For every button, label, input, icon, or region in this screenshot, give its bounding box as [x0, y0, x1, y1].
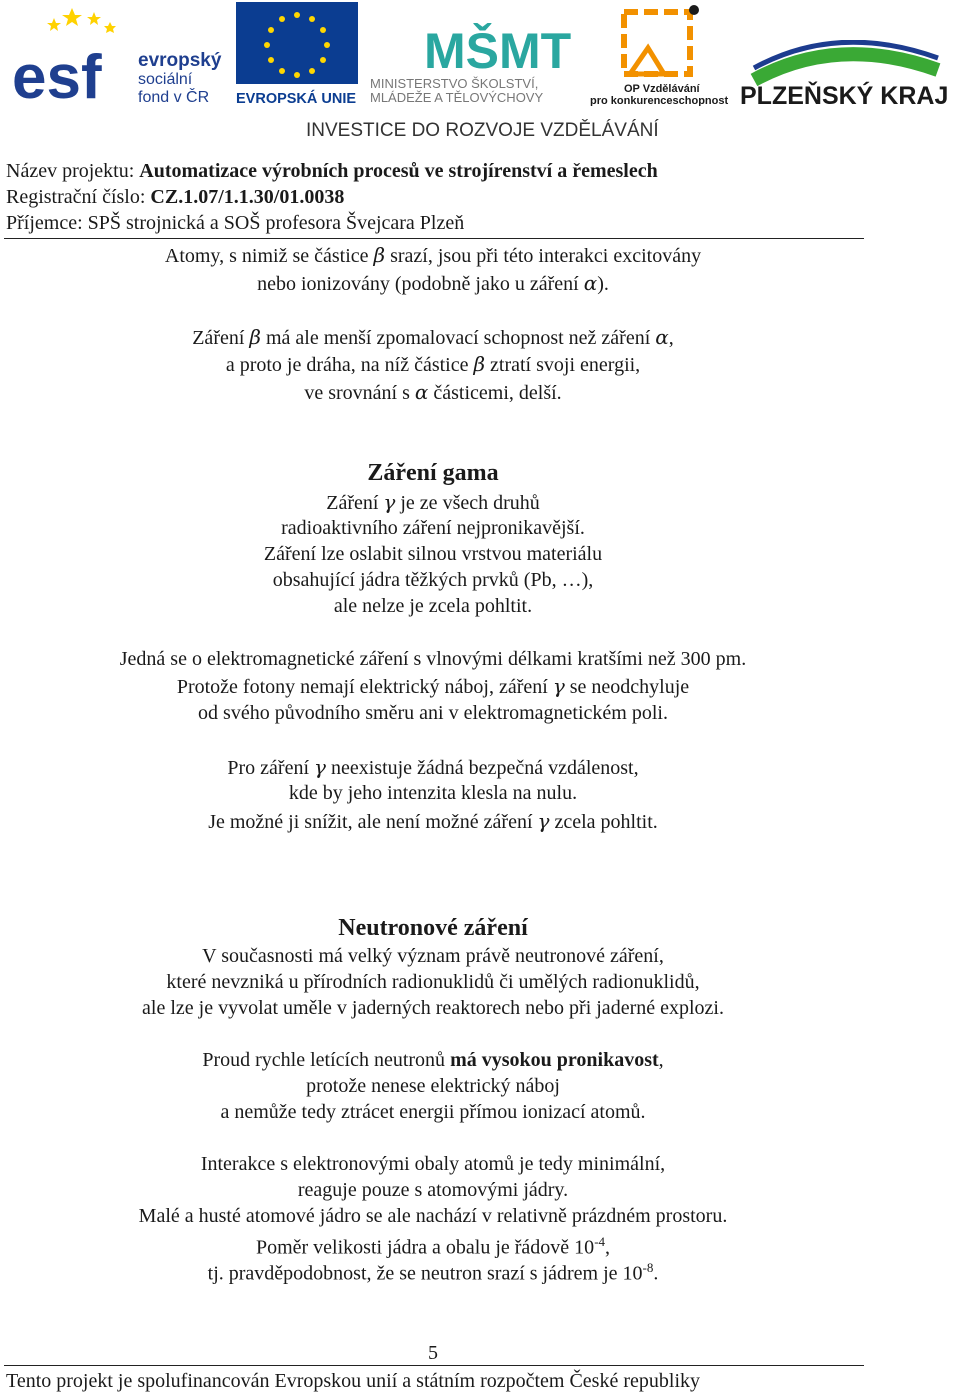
- page-number: 5: [428, 1342, 438, 1364]
- gama-line-4: obsahující jádra těžkých prvků (Pb, …),: [272, 569, 594, 591]
- beta-symbol: β: [373, 243, 386, 267]
- kraj-label: PLZEŇSKÝ KRAJ: [740, 82, 949, 110]
- op-logo: [590, 2, 730, 106]
- svg-text:evropský: evropský: [138, 50, 222, 71]
- registration-number-value: CZ.1.07/1.1.30/01.0038: [150, 186, 345, 208]
- gama-line-8: od svého původního směru ani v elektromagnetickém poli.: [198, 702, 668, 724]
- eu-logo: [236, 2, 360, 106]
- svg-text:MLÁDEŽE A TĚLOVÝCHOVY: MLÁDEŽE A TĚLOVÝCHOVY: [370, 90, 544, 105]
- neutron-line-8: reaguje pouze s atomovými jádry.: [297, 1179, 569, 1201]
- neutron-line-9: Malé a husté atomové jádro se ale nachází v relativně prázdném prostoru.: [138, 1205, 728, 1227]
- recipient: Příjemce: SPŠ strojnická a SOŠ profesora Švejcara Plzeň: [6, 212, 465, 234]
- plzensky-kraj-logo: [738, 40, 952, 112]
- gamma-symbol: γ: [314, 755, 326, 779]
- neutron-heading: Neutronové záření: [338, 915, 528, 941]
- beta-line-4: a proto je dráha, na níž částice β ztratí svoji energii,: [225, 352, 641, 376]
- gamma-symbol: γ: [537, 809, 550, 833]
- project-name-value: Automatizace výrobních procesů ve strojírenství a řemeslech: [139, 160, 658, 182]
- svg-text:sociální: sociální: [138, 71, 193, 88]
- gama-line-1: Záření γ je ze všech druhů: [326, 490, 540, 514]
- gamma-symbol: γ: [383, 490, 396, 514]
- svg-text:fond v ČR: fond v ČR: [138, 89, 210, 106]
- alpha-symbol: α: [583, 271, 598, 295]
- gama-line-6: Jedná se o elektromagnetické záření s vlnovými délkami kratšími než 300 pm.: [119, 648, 747, 670]
- beta-symbol: β: [249, 325, 261, 349]
- gama-line-11: Je možné ji snížit, ale není možné záření γ zcela pohltit.: [208, 809, 658, 833]
- gama-line-2: radioaktivního záření nejpronikavější.: [281, 517, 585, 539]
- beta-line-2: nebo ionizovány (podobně jako u záření α).: [257, 271, 609, 295]
- gama-heading: Záření gama: [367, 460, 499, 486]
- gamma-symbol: γ: [552, 674, 565, 698]
- neutron-line-5: protože nenese elektrický náboj: [306, 1075, 560, 1097]
- slogan: INVESTICE DO ROZVOJE VZDĚLÁVÁNÍ: [306, 120, 659, 141]
- svg-text:OP Vzdělávání: OP Vzdělávání: [624, 83, 700, 95]
- logo-bar: [0, 0, 960, 150]
- neutron-line-10: Poměr velikosti jádra a obalu je řádově $10^{-4}$,: [255, 1234, 611, 1259]
- alpha-symbol: α: [655, 325, 669, 349]
- esf-mark: esf: [12, 43, 102, 106]
- neutron-line-2: které nevzniká u přírodních radionuklidů či umělých radionuklidů,: [166, 971, 700, 993]
- svg-text:MINISTERSTVO ŠKOLSTVÍ,: MINISTERSTVO ŠKOLSTVÍ,: [370, 76, 539, 91]
- beta-line-1: Atomy, s nimiž se částice β srazí, jsou při této interakci excitovány: [164, 243, 702, 267]
- beta-line-3: Záření β má ale menší zpomalovací schopnost než záření α,: [192, 325, 674, 349]
- emphasis-high-penetration: má vysokou pronikavost: [450, 1049, 659, 1071]
- gama-line-7: Protože fotony nemají elektrický náboj, záření γ se neodchyluje: [176, 674, 690, 698]
- neutron-line-4: Proud rychle letících neutronů má vysokou pronikavost,: [202, 1049, 664, 1071]
- gama-line-5: ale nelze je zcela pohltit.: [333, 595, 533, 617]
- beta-symbol: β: [473, 352, 486, 376]
- gama-line-10: kde by jeho intenzita klesla na nulu.: [288, 782, 578, 804]
- footer-text: Tento projekt je spolufinancován Evropskou unií a státním rozpočtem České republiky: [6, 1370, 700, 1392]
- esf-logo: [10, 2, 230, 106]
- neutron-line-6: a nemůže tedy ztrácet energii přímou ionizací atomů.: [220, 1101, 646, 1123]
- header-divider: [4, 238, 864, 239]
- registration-number: Registrační číslo: CZ.1.07/1.1.30/01.0038: [6, 186, 345, 208]
- neutron-line-3: ale lze je vyvolat uměle v jaderných reaktorech nebo při jaderné explozi.: [142, 997, 724, 1019]
- alpha-symbol: α: [414, 380, 429, 404]
- neutron-line-1: V současnosti má velký význam právě neutronové záření,: [202, 945, 664, 967]
- neutron-line-11: tj. pravděpodobnost, že se neutron srazí s jádrem je $10^{-8}$.: [207, 1260, 659, 1285]
- gama-line-3: Záření lze oslabit silnou vrstvou materiálu: [263, 543, 603, 565]
- msmt-logo: [368, 2, 582, 106]
- neutron-line-7: Interakce s elektronovými obaly atomů je tedy minimální,: [200, 1153, 666, 1175]
- msmt-mark: MŠMT: [424, 23, 572, 79]
- footer-divider: [4, 1365, 864, 1366]
- gama-line-9: Pro záření γ neexistuje žádná bezpečná vzdálenost,: [227, 755, 639, 779]
- eu-label: EVROPSKÁ UNIE: [236, 91, 357, 106]
- beta-line-5: ve srovnání s α částicemi, delší.: [304, 380, 562, 404]
- project-name: Název projektu: Automatizace výrobních procesů ve strojírenství a řemeslech: [6, 160, 658, 182]
- svg-text:pro konkurenceschopnost: pro konkurenceschopnost: [590, 95, 729, 106]
